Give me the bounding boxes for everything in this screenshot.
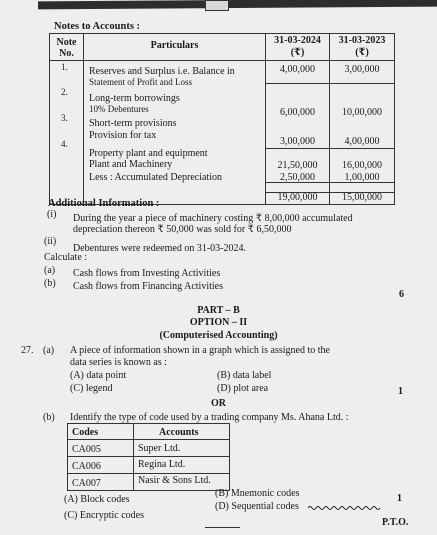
particular-line: Short-term provisions xyxy=(89,118,177,129)
particular-line: Plant and Machinery xyxy=(89,159,173,170)
row-divider xyxy=(265,148,395,149)
note-no: 4. xyxy=(61,139,68,149)
code-cell: CA006 xyxy=(72,461,101,472)
marks: 1 xyxy=(398,386,403,397)
col-divider xyxy=(83,33,84,205)
particular-line: Property plant and equipment xyxy=(89,148,208,159)
col-note-no: No. xyxy=(59,48,74,59)
calculate-label: Calculate : xyxy=(44,252,88,263)
calc-text: Cash flows from Investing Activities xyxy=(73,268,221,279)
value-2024: 4,00,000 xyxy=(280,64,315,75)
subq-no: (b) xyxy=(43,412,55,423)
or-separator: OR xyxy=(211,398,226,409)
value-2023: 10,00,000 xyxy=(342,107,382,118)
question-text: A piece of information shown in a graph which is assigned to the xyxy=(70,345,330,356)
currency-2023: (₹) xyxy=(355,47,369,58)
accounts-header: Accounts xyxy=(159,427,199,438)
additional-title: Additional Information : xyxy=(48,198,160,209)
calc-text: Cash flows from Financing Activities xyxy=(73,281,223,292)
col-divider xyxy=(133,423,134,491)
account-cell: Nasir & Sons Ltd. xyxy=(138,475,211,486)
subq-no: (a) xyxy=(43,345,55,356)
info-text: depreciation thereon ₹ 50,000 was sold for ₹ 6,50,000 xyxy=(73,224,292,235)
part-heading: PART – B xyxy=(197,305,240,316)
option-B: (B) data label xyxy=(217,370,272,381)
currency-2024: (₹) xyxy=(290,47,305,58)
header-divider xyxy=(67,439,230,440)
option-C: (C) legend xyxy=(70,383,113,394)
value-2024: 19,00,000 xyxy=(277,192,318,203)
info-text: Debentures were redeemed on 31-03-2024. xyxy=(73,243,246,254)
question-text: Identify the type of code used by a trading company Ms. Ahana Ltd. : xyxy=(70,412,349,423)
value-2024: 21,50,000 xyxy=(277,160,318,171)
col-note: Note xyxy=(56,37,77,48)
page-footer-rule xyxy=(205,527,240,528)
codes-header: Codes xyxy=(72,427,99,438)
marks: 6 xyxy=(399,289,404,300)
marks: 1 xyxy=(397,493,402,504)
question-text: data series is known as : xyxy=(70,357,167,368)
particular-line: Provision for tax xyxy=(89,130,157,141)
option-B: (B) Mnemonic codes xyxy=(215,488,300,499)
option-heading: OPTION – II xyxy=(189,317,248,328)
value-2023: 1,00,000 xyxy=(344,172,380,183)
particular-line: Statement of Profit and Loss xyxy=(89,77,192,87)
row-divider xyxy=(265,83,395,84)
value-2023: 15,00,000 xyxy=(342,192,382,203)
note-no: 3. xyxy=(61,113,68,123)
top-edge-band xyxy=(38,0,437,9)
option-D: (D) plot area xyxy=(217,383,269,394)
option-A: (A) Block codes xyxy=(64,494,130,505)
calc-no: (a) xyxy=(44,265,56,276)
info-text: During the year a piece of machinery costing ₹ 8,00,000 accumulated xyxy=(73,213,353,224)
calc-no: (b) xyxy=(44,278,56,289)
option-A: (A) data point xyxy=(70,370,127,381)
question-number: 27. xyxy=(21,345,34,356)
value-2024: 3,00,000 xyxy=(280,136,315,147)
wavy-line-decoration xyxy=(308,505,383,511)
particular-line: Less : Accumulated Depreciation xyxy=(89,172,223,183)
info-no: (i) xyxy=(47,209,57,220)
value-2023: 3,00,000 xyxy=(344,64,380,75)
col-particulars: Particulars xyxy=(150,40,199,51)
option-D: (D) Sequential codes xyxy=(215,501,299,512)
page-turn-note: P.T.O. xyxy=(382,517,409,528)
code-cell: CA007 xyxy=(72,478,101,489)
option-C: (C) Encryptic codes xyxy=(64,510,144,521)
value-2024: 2,50,000 xyxy=(280,172,315,183)
particular-line: 10% Debentures xyxy=(89,104,149,114)
section-heading: (Computerised Accounting) xyxy=(159,330,278,341)
code-cell: CA005 xyxy=(72,444,101,455)
note-no: 1. xyxy=(61,62,68,72)
particular-line: Long-term borrowings xyxy=(89,93,180,104)
header-divider xyxy=(49,60,395,61)
value-2023: 16,00,000 xyxy=(342,160,382,171)
col-year-2024: 31-03-2024 xyxy=(274,35,321,46)
row-divider xyxy=(67,456,230,457)
value-2023: 4,00,000 xyxy=(344,136,380,147)
account-cell: Regina Ltd. xyxy=(138,459,186,470)
notes-title: Notes to Accounts : xyxy=(54,21,141,32)
value-2024: 6,00,000 xyxy=(280,107,315,118)
particular-line: Reserves and Surplus i.e. Balance in xyxy=(89,66,235,77)
account-cell: Super Ltd. xyxy=(138,443,181,454)
info-no: (ii) xyxy=(44,236,57,247)
col-year-2023: 31-03-2023 xyxy=(338,35,386,46)
row-divider xyxy=(67,473,230,474)
page-tab-mark xyxy=(205,0,229,11)
note-no: 2. xyxy=(61,87,68,97)
